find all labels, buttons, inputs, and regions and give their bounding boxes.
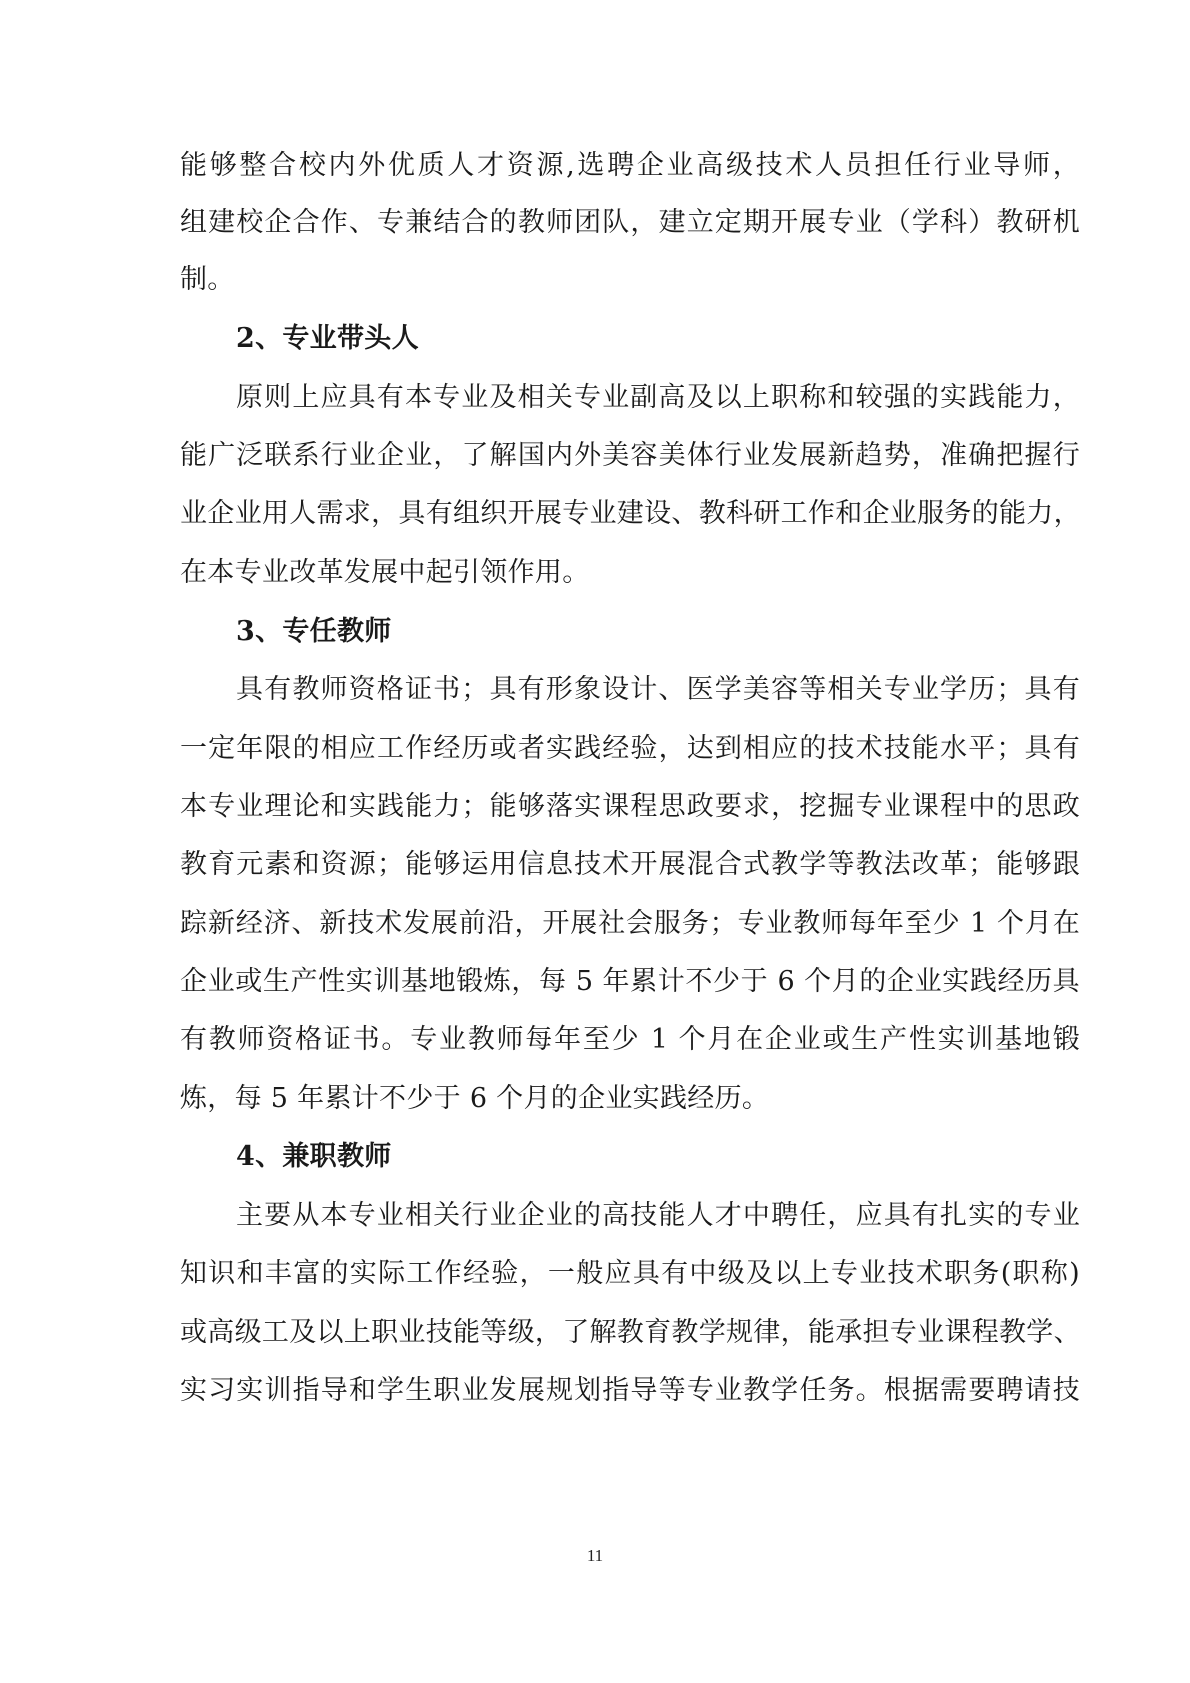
section-heading: 2、专业带头人 — [236, 323, 419, 354]
section-heading: 3、专任教师 — [236, 616, 392, 647]
text-line: 知识和丰富的实际工作经验，一般应具有中级及以上专业技术职务(职称) — [180, 1258, 1080, 1289]
text-line: 炼，每 5 年累计不少于 6 个月的企业实践经历。 — [180, 1083, 770, 1114]
text-line: 原则上应具有本专业及相关专业副高及以上职称和较强的实践能力， — [236, 382, 1080, 413]
text-line: 在本专业改革发展中起引领作用。 — [180, 557, 590, 588]
text-line: 实习实训指导和学生职业发展规划指导等专业教学任务。根据需要聘请技 — [180, 1375, 1080, 1406]
text-line: 组建校企合作、专兼结合的教师团队，建立定期开展专业（学科）教研机 — [180, 207, 1080, 238]
text-line: 具有教师资格证书；具有形象设计、医学美容等相关专业学历；具有 — [236, 674, 1080, 705]
text-line: 业企业用人需求，具有组织开展专业建设、教科研工作和企业服务的能力， — [180, 498, 1081, 529]
text-line: 主要从本专业相关行业企业的高技能人才中聘任，应具有扎实的专业 — [236, 1200, 1080, 1231]
page-number: 11 — [586, 1546, 604, 1565]
text-line: 本专业理论和实践能力；能够落实课程思政要求，挖掘专业课程中的思政 — [180, 791, 1080, 822]
text-line: 能够整合校内外优质人才资源,选聘企业高级技术人员担任行业导师， — [180, 150, 1080, 181]
text-line: 或高级工及以上职业技能等级，了解教育教学规律，能承担专业课程教学、 — [180, 1317, 1081, 1348]
text-line: 有教师资格证书。专业教师每年至少 1 个月在企业或生产性实训基地锻 — [180, 1024, 1080, 1055]
text-line: 教育元素和资源；能够运用信息技术开展混合式教学等教法改革；能够跟 — [180, 849, 1080, 880]
text-line: 制。 — [180, 264, 235, 295]
section-heading: 4、兼职教师 — [236, 1141, 392, 1172]
text-line: 一定年限的相应工作经历或者实践经验，达到相应的技术技能水平；具有 — [180, 733, 1080, 764]
text-line: 能广泛联系行业企业，了解国内外美容美体行业发展新趋势，准确把握行 — [180, 440, 1080, 471]
text-line: 踪新经济、新技术发展前沿，开展社会服务；专业教师每年至少 1 个月在 — [180, 908, 1080, 939]
text-line: 企业或生产性实训基地锻炼，每 5 年累计不少于 6 个月的企业实践经历具 — [180, 966, 1080, 997]
